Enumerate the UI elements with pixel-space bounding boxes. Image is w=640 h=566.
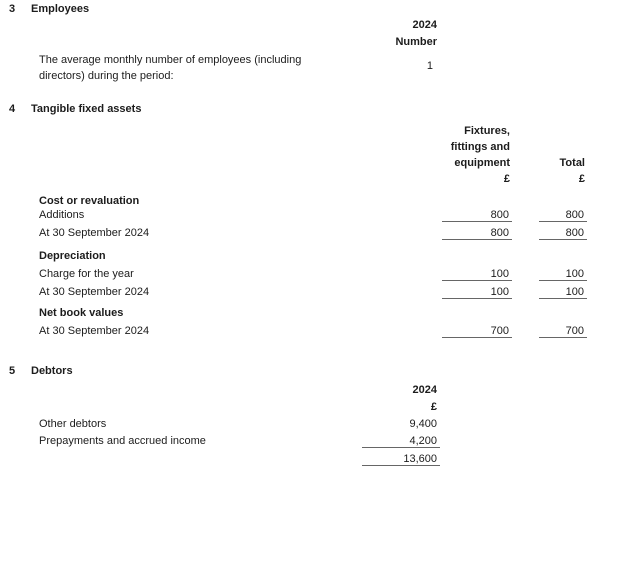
- employee-count-value: 1: [426, 60, 433, 72]
- fixtures-header-line3: equipment: [454, 157, 510, 169]
- note-5-currency-symbol: £: [430, 401, 437, 413]
- debtors-amount: 9,400: [409, 418, 437, 430]
- employee-count-description-line1: The average monthly number of employees (including: [39, 54, 302, 66]
- debtors-amount: 4,200: [362, 434, 440, 448]
- note-3-title: Employees: [31, 3, 90, 15]
- fixtures-column-header: [442, 123, 512, 187]
- note-5-title: Debtors: [31, 365, 73, 377]
- tfa-row-label: Depreciation: [39, 250, 106, 262]
- employee-count-description-line2: directors) during the period:: [39, 70, 174, 82]
- tfa-total-amount: 800: [539, 226, 587, 240]
- fixtures-header-line2: fittings and: [450, 141, 510, 153]
- total-currency-symbol: £: [578, 173, 585, 185]
- note-3-unit-header: Number: [395, 36, 437, 48]
- tfa-row-label: Charge for the year: [39, 268, 134, 280]
- note-5-number: 5: [9, 365, 16, 377]
- note-3-heading: [9, 3, 89, 15]
- total-column-header: [539, 155, 587, 187]
- tfa-fixtures-amount: 800: [442, 226, 512, 240]
- tfa-row-label: At 30 September 2024: [39, 227, 150, 239]
- tfa-total-amount: 100: [539, 285, 587, 299]
- note-3-column-header: [362, 17, 440, 51]
- tfa-fixtures-amount: 100: [442, 267, 512, 281]
- tfa-row-label: At 30 September 2024: [39, 286, 150, 298]
- note-4-number: 4: [9, 103, 16, 115]
- note-3-year-header: 2024: [412, 19, 437, 31]
- debtors-row-label: Prepayments and accrued income: [39, 435, 206, 447]
- tfa-total-amount: 800: [539, 208, 587, 222]
- total-header-label: Total: [559, 157, 585, 169]
- fixtures-currency-symbol: £: [503, 173, 510, 185]
- tfa-fixtures-amount: 100: [442, 285, 512, 299]
- note-4-heading: [9, 103, 141, 115]
- debtors-row-label: Other debtors: [39, 418, 107, 430]
- tfa-row-label: Net book values: [39, 307, 124, 319]
- tfa-fixtures-amount: 800: [442, 208, 512, 222]
- tfa-fixtures-amount: 700: [442, 324, 512, 338]
- tfa-row-label: Additions: [39, 209, 85, 221]
- note-5-heading: [9, 365, 73, 377]
- note-5-year-header: 2024: [412, 384, 437, 396]
- note-3-number: 3: [9, 3, 16, 15]
- tfa-total-amount: 700: [539, 324, 587, 338]
- note-4-title: Tangible fixed assets: [31, 103, 142, 115]
- debtors-total-amount: 13,600: [362, 452, 440, 466]
- tfa-row-label: At 30 September 2024: [39, 325, 150, 337]
- fixtures-header-line1: Fixtures,: [464, 125, 510, 137]
- tfa-row-label: Cost or revaluation: [39, 195, 140, 207]
- tfa-total-amount: 100: [539, 267, 587, 281]
- employee-count-description: [39, 52, 369, 84]
- note-5-column-header: [362, 382, 440, 416]
